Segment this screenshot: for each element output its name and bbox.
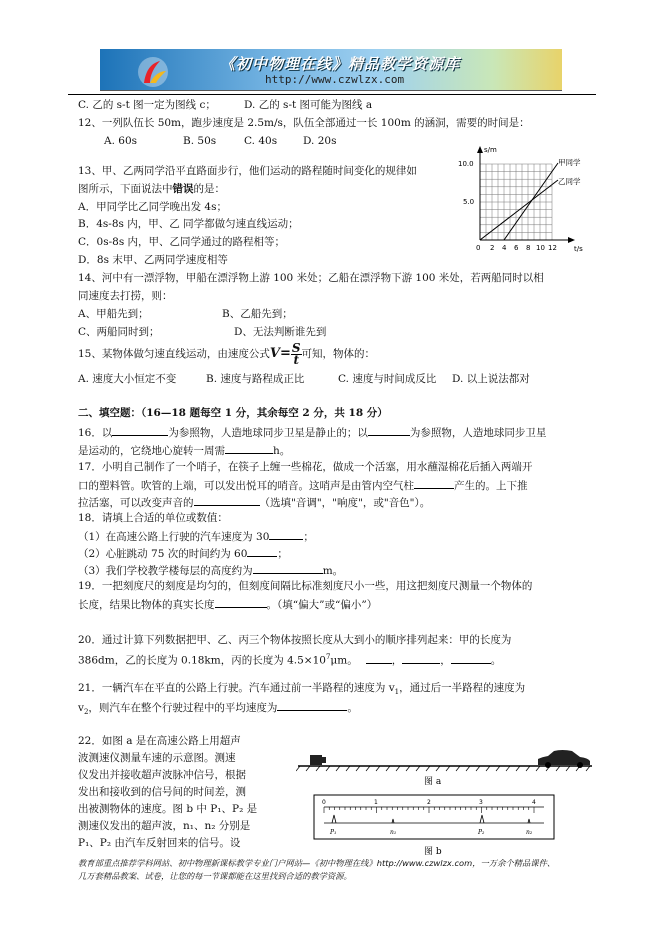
q17-line3-b: （选填"音调"，"响度"，或"音色"）。: [259, 497, 431, 509]
graph-x-label: t/s: [574, 245, 583, 253]
q15-option-c: C. 速度与时间成反比: [338, 373, 437, 385]
q17-blank-1[interactable]: [414, 478, 454, 489]
pulse-n1: [392, 819, 394, 823]
q18-item3-end: m。: [322, 565, 344, 577]
q19-line2-a: 长度，结果比物体的真实长度: [78, 599, 215, 611]
q20-line2-b: μm。: [330, 654, 358, 667]
q16-e: h。: [273, 445, 291, 457]
fig-b-label: 图 b: [424, 847, 442, 857]
q17-line2: [78, 478, 528, 493]
q21-line1-b: ，通过后一半路程的速度为: [399, 682, 526, 694]
q18-blank-1[interactable]: [269, 529, 303, 540]
q13-text-bold: 错误: [172, 183, 194, 195]
banner-title: 《初中物理在线》精品教学资源库: [220, 55, 461, 73]
graph-y-tick-5: 5.0: [463, 198, 475, 206]
q20-sep-1: ，: [391, 654, 403, 667]
fig-b-mark-p2: P₂: [478, 829, 485, 836]
figure-a: [296, 738, 596, 788]
q21-line2-c: 。: [347, 702, 358, 714]
q13-text-post: 的是：: [193, 183, 225, 195]
y-axis-arrow-icon: [477, 146, 483, 153]
q13-option-b: B．4s-8s 内，甲、乙 同学都做匀速直线运动；: [78, 218, 299, 230]
q18-blank-3[interactable]: [253, 563, 323, 574]
graph-x-tick-8: 8: [526, 244, 531, 252]
graph-y-label: s/m: [484, 146, 497, 154]
q18-item1-end: ；: [303, 531, 314, 543]
q17-line2-a: 口的塑料管。吹管的上端，可以发出悦耳的哨音。这哨声是由管内空气柱: [78, 480, 414, 492]
q22-line-7: P₁、P₂ 由汽车反射回来的信号。设: [78, 837, 241, 849]
q20-sup: 7: [325, 653, 331, 661]
q21-blank[interactable]: [277, 700, 347, 711]
q11-option-d: D. 乙的 s-t 图可能为图线 a: [244, 99, 373, 111]
fig-b-tick-0: 0: [322, 799, 326, 806]
st-graph: [444, 143, 594, 253]
q17-line3: [78, 495, 430, 510]
q12-option-a: A. 60s: [104, 135, 138, 147]
q16-b: 为参照物，人造地球同步卫星是静止的；以: [168, 427, 368, 439]
pulse-p2: [480, 815, 484, 823]
fig-b-minor-ticks: [324, 807, 534, 813]
q14-line2: 同速度去打捞，则：: [78, 290, 173, 302]
q19-line2-b: 。（填“偏大”或“偏小”）: [266, 599, 378, 611]
fig-b-frame: [314, 795, 554, 839]
q18-blank-2[interactable]: [247, 546, 277, 557]
q13-text-pre: 图所示，下面说法中: [78, 183, 173, 195]
q21-sub1: 1: [394, 688, 400, 697]
q18-head: 18．请填上合适的单位或数值：: [78, 512, 228, 524]
graph-x-tick-12: 12: [548, 244, 557, 252]
q20-line2: [78, 651, 501, 668]
q20-blank-3[interactable]: [451, 653, 491, 664]
site-logo-icon: [136, 55, 170, 89]
q21-sub2: 2: [83, 708, 89, 717]
footer-line1: 教育部重点推荐学科网站、初中物理新课标教学专业门户网站—《初中物理在线》http://www.czwlzx.com，一万余个精品课件、: [78, 858, 556, 868]
q12-option-d: D. 20s: [303, 135, 337, 147]
series-yi-label: 乙同学: [558, 177, 581, 186]
footer-line2: 几万套精品教案、试卷，让您的每一节课都能在这里找到合适的教学资源。: [78, 871, 352, 881]
q20-end: 。: [490, 654, 502, 667]
fig-b-tick-2: 2: [427, 799, 431, 806]
q17-line2-b: 产生的。上下推: [454, 480, 528, 492]
graph-x-tick-4: 4: [502, 244, 507, 252]
pulse-p1: [332, 815, 336, 823]
q15-formula-eq: =: [279, 346, 291, 361]
series-jia-label: 甲同学: [558, 158, 581, 167]
q20-line2-a: 386dm，乙的长度为 0.18km，丙的长度为 4.5×10: [78, 654, 326, 667]
q16-c: 为参照物，人造地球同步卫星: [409, 427, 547, 439]
graph-x-tick-2: 2: [490, 244, 495, 252]
fig-a-label: 图 a: [424, 777, 442, 787]
series-yi-line: [480, 180, 558, 240]
section2-title: 二、填空题：（16—18 题每空 1 分，其余每空 2 分，共 18 分）: [78, 407, 388, 419]
q15-formula-num: S: [291, 340, 301, 355]
q16-d: 是运动的，它绕地心旋转一周需: [78, 445, 225, 457]
q21-line2: [78, 700, 358, 719]
q19-line1: 19．一把刻度尺的刻度是均匀的，但刻度间隔比标准刻度尺小一些，用这把刻度尺测量一个物体的: [78, 580, 533, 592]
q18-item1-text: （1）在高速公路上行驶的汽车速度为 30: [78, 531, 270, 543]
q13-option-a: A．甲同学比乙同学晚出发 4s；: [78, 201, 227, 213]
q14-option-d: D、无法判断谁先到: [234, 326, 327, 338]
fig-b-mark-n2: n₂: [526, 829, 533, 836]
q16-blank-2[interactable]: [368, 425, 410, 436]
q16-blank-3[interactable]: [225, 443, 273, 454]
q19-blank[interactable]: [215, 597, 267, 608]
q20-sep-2: ，: [440, 654, 451, 667]
q15-pre: 15、某物体做匀速直线运动，由速度公式: [78, 348, 270, 360]
graph-grid: [480, 164, 552, 240]
q22-line-5: 出被测物体的速度。图 b 中 P₁、P₂ 是: [78, 803, 258, 815]
banner-url: http://www.czwlzx.com: [265, 73, 405, 86]
q15-formula-den: t: [293, 352, 299, 367]
q14-option-c: C、两船同时到；: [78, 326, 160, 338]
q18-item3: [78, 563, 343, 578]
q17-blank-2[interactable]: [194, 495, 260, 506]
q21-line1: [78, 682, 525, 699]
q22-line-4: 发出和接收到的信号间的时间差，测: [78, 786, 246, 798]
graph-x-tick-6: 6: [514, 244, 519, 252]
q13-text-line1: 13、甲、乙两同学沿平直路面步行，他们运动的路程随时间变化的规律如: [78, 165, 417, 177]
q20-blank-2[interactable]: [402, 653, 440, 664]
q13-option-c: C．0s-8s 内，甲、乙同学通过的路程相等；: [78, 236, 286, 248]
speed-detector-icon: [310, 755, 326, 765]
q17-line3-a: 拉活塞，可以改变声音的: [78, 497, 194, 509]
header-rule: [68, 94, 596, 95]
header-banner: [100, 49, 562, 91]
q15-option-b: B. 速度与路程成正比: [206, 373, 305, 385]
q18-item1: [78, 529, 314, 544]
fig-b-tick-4: 4: [532, 799, 536, 806]
q22-line-6: 测速仪发出的超声波，n₁、n₂ 分别是: [78, 820, 251, 832]
q15-option-d: D. 以上说法都对: [452, 373, 530, 385]
q12-option-b: B. 50s: [183, 135, 217, 147]
graph-x-tick-0: 0: [476, 244, 481, 252]
graph-y-tick-10: 10.0: [458, 160, 474, 168]
q15-text: [78, 341, 375, 367]
q14-option-b: B、乙船先到；: [222, 308, 293, 320]
q16-a: 16．以: [78, 427, 113, 439]
q16-line2: [78, 443, 290, 458]
q16-blank-1[interactable]: [112, 425, 168, 436]
q16-line1: [78, 425, 546, 440]
x-axis-arrow-icon: [568, 237, 575, 243]
q21-line2-a: v: [78, 702, 84, 714]
series-jia-line: [504, 163, 558, 240]
q22-line-3: 仪发出并接收超声波脉冲信号，根据: [78, 769, 246, 781]
q15-formula-v: V: [269, 346, 280, 361]
q22-line-2: 波测速仪测量车速的示意图。测速: [78, 752, 236, 764]
fig-b-mark-n1: n₁: [390, 829, 397, 836]
q18-item2-text: （2）心脏跳动 75 次的时间约为 60: [78, 548, 248, 560]
q14-option-a: A、甲船先到；: [78, 308, 149, 320]
fig-b-mark-p1: P₁: [330, 829, 337, 836]
q18-item3-text: （3）我们学校教学楼每层的高度约为: [78, 565, 253, 577]
graph-x-tick-10: 10: [536, 244, 545, 252]
q17-line1: 17．小明自己制作了一个哨子，在筷子上缠一些棉花，做成一个活塞，用水蘸湿棉花后插入两端开: [78, 461, 533, 473]
q13-option-d: D．8s 末甲、乙两同学速度相等: [78, 254, 228, 266]
q18-item2-end: ；: [277, 548, 288, 560]
q15-post: 可知，物体的：: [301, 348, 376, 360]
q19-line2: [78, 597, 377, 612]
q21-line2-b: ，则汽车在整个行驶过程中的平均速度为: [88, 702, 278, 714]
q15-formula-fraction: [291, 340, 302, 367]
q12-option-c: C. 40s: [244, 135, 278, 147]
q12-text: 12、一列队伍长 50m，跑步速度是 2.5m/s，队伍全部通过一长 100m 的涵洞，需要的时间是：: [78, 117, 530, 129]
figure-b: [312, 793, 556, 857]
q21-line1-a: 21．一辆汽车在平直的公路上行驶。汽车通过前一半路程的速度为 v: [78, 682, 395, 694]
q18-item2: [78, 546, 288, 561]
q20-line1: 20．通过计算下列数据把甲、乙、丙三个物体按照长度从大到小的顺序排列起来：甲的长度为: [78, 634, 512, 646]
pulse-n2: [528, 819, 530, 823]
q20-blank-1[interactable]: [366, 653, 392, 664]
q14-line1: 14、河中有一漂浮物，甲船在漂浮物上游 100 米处；乙船在漂浮物下游 100 米处，若两船同时以相: [78, 272, 544, 284]
fig-b-tick-3: 3: [479, 799, 483, 806]
q22-line-1: 22．如图 a 是在高速公路上用超声: [78, 735, 241, 747]
fig-b-tick-1: 1: [374, 799, 378, 806]
q15-option-a: A. 速度大小恒定不变: [78, 373, 177, 385]
q13-text-line2: [78, 183, 225, 196]
q11-option-c: C. 乙的 s-t 图一定为图线 c；: [78, 99, 216, 111]
